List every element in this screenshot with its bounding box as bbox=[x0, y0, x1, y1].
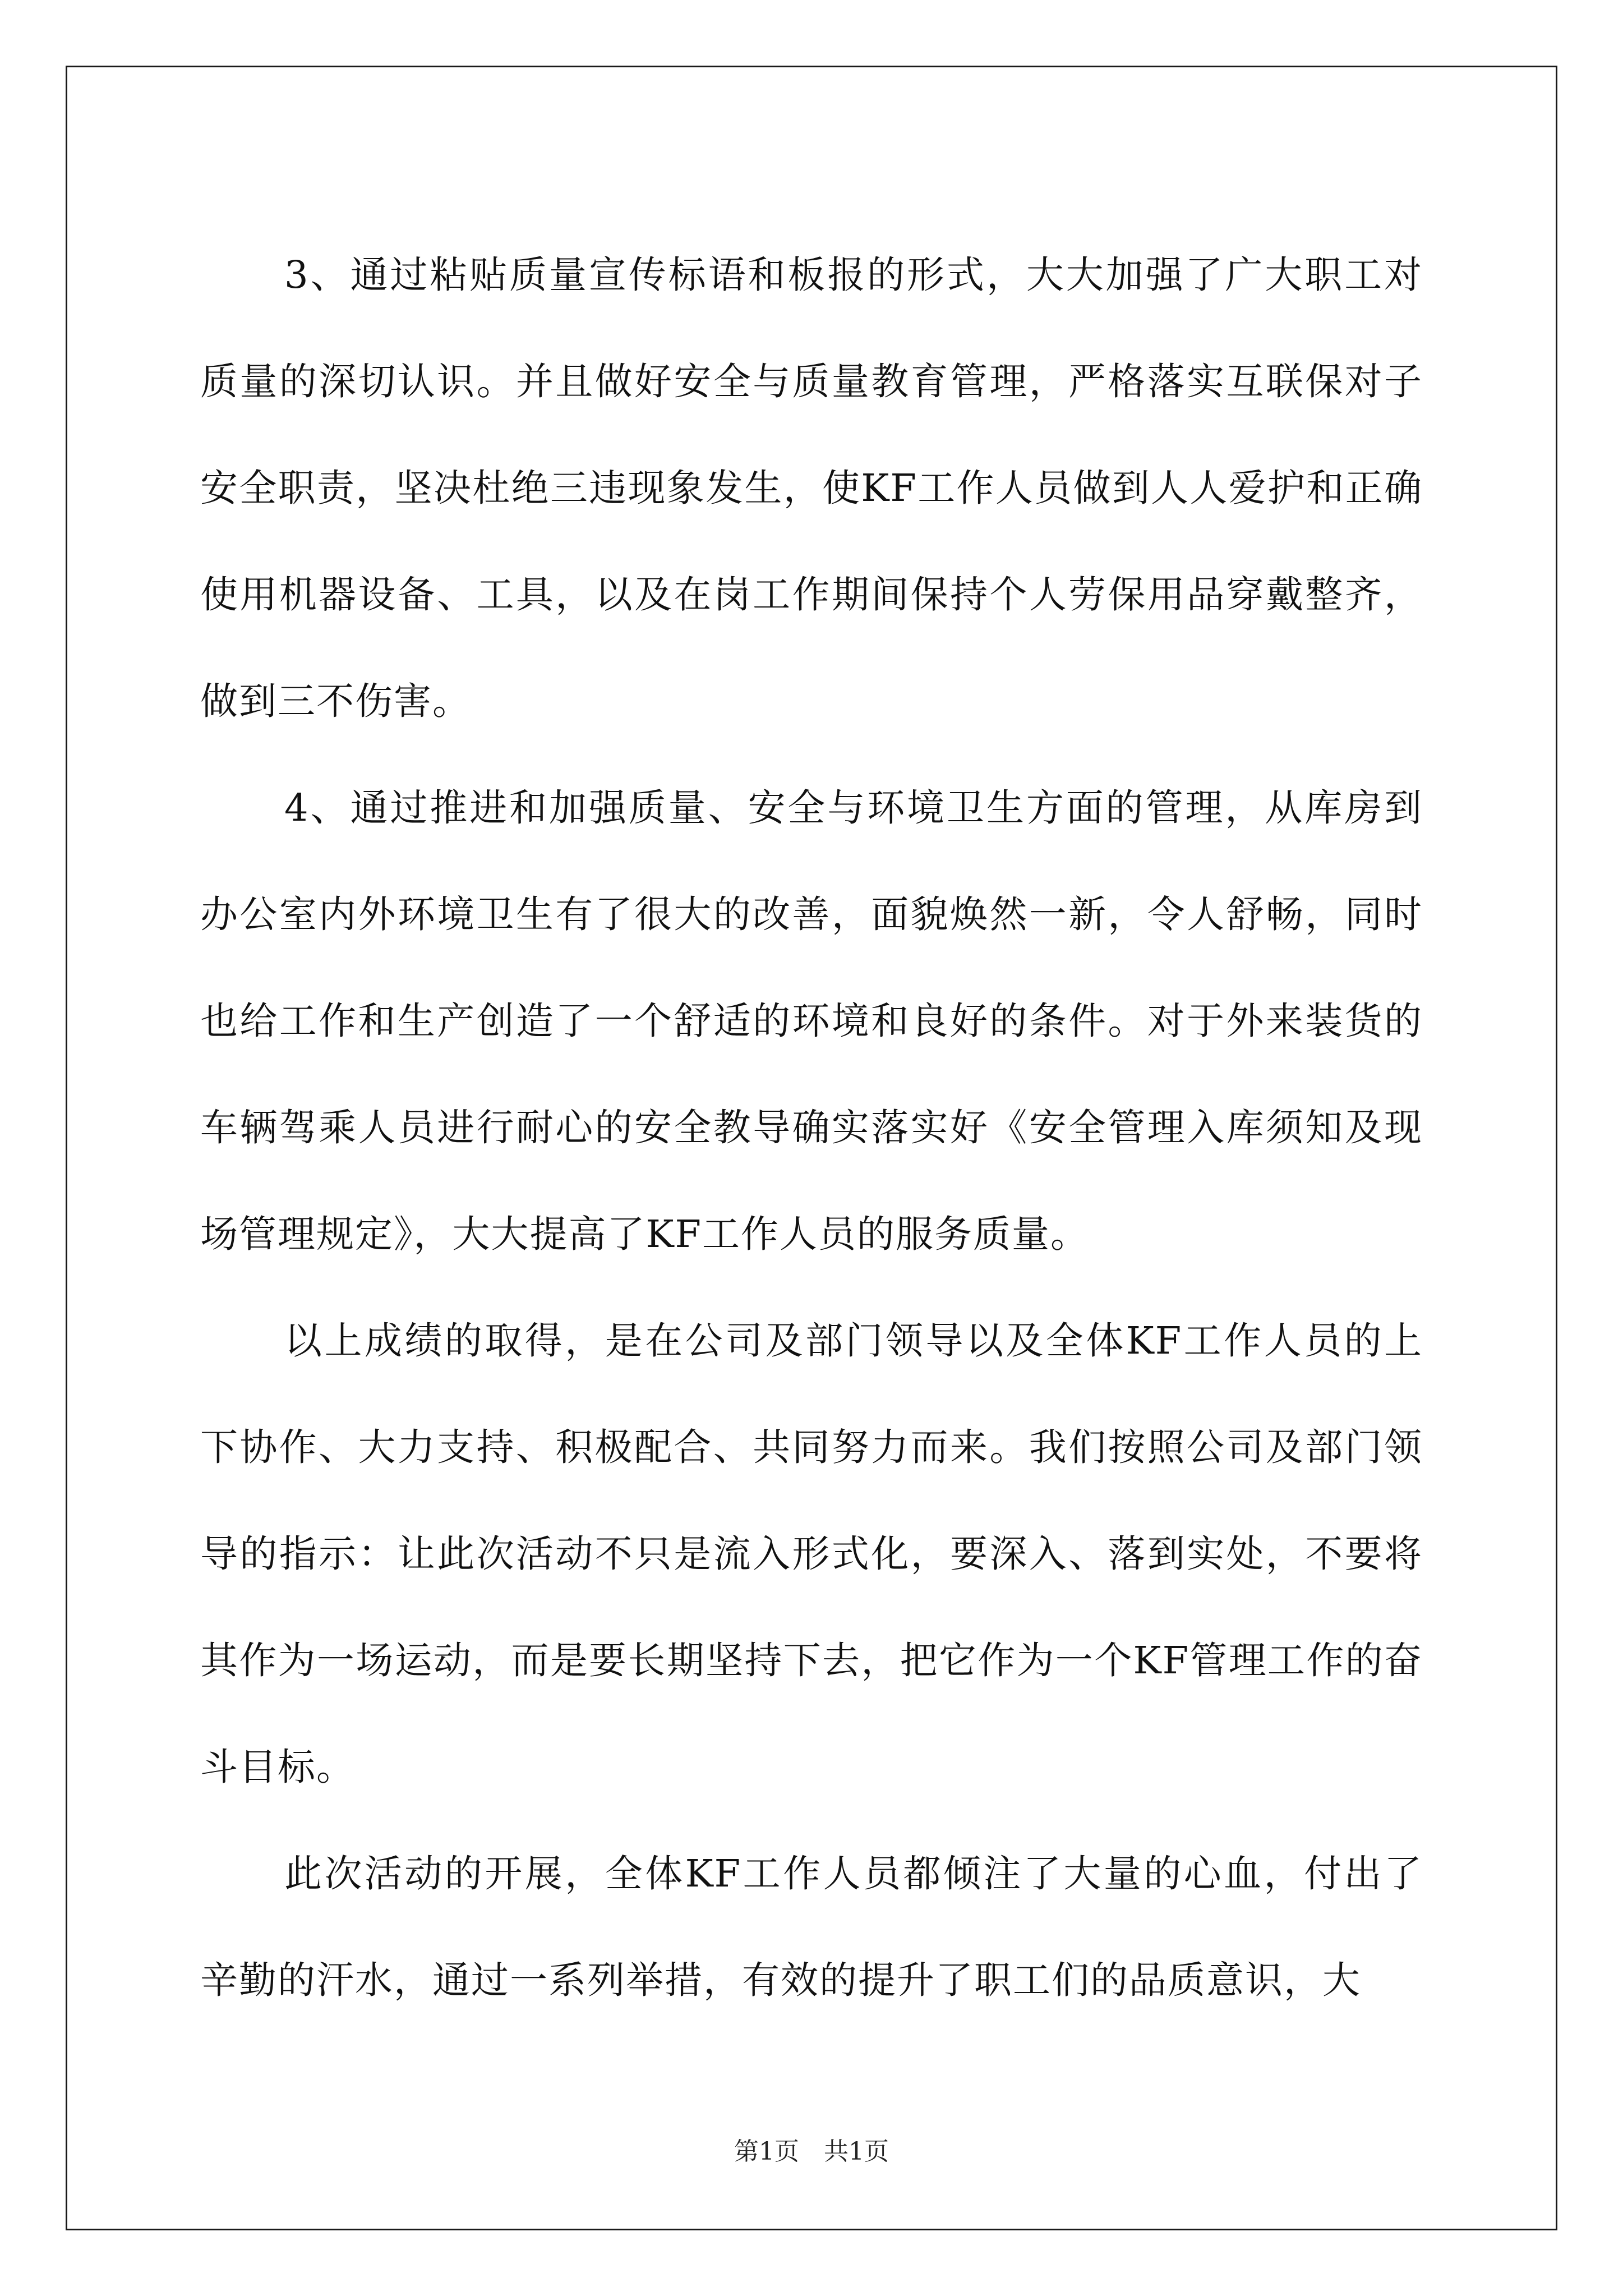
paragraph-quality-slogans: 3、通过粘贴质量宣传标语和板报的形式，大大加强了广大职工对质量的深切认识。并且做好安全与质量教育管理，严格落实互联保对子安全职责，坚决杜绝三违现象发生，使KF工作人员做到人人爱护和正确使用机器设备、工具，以及在岗工作期间保持个人劳保用品穿戴整齐，做到三不伤害。 bbox=[200, 253, 1423, 723]
document-body bbox=[200, 222, 1423, 2033]
paragraph-achievements: 以上成绩的取得，是在公司及部门领导以及全体KF工作人员的上下协作、大力支持、积极配合、共同努力而来。我们按照公司及部门领导的指示：让此次活动不只是流入形式化，要深入、落到实处，不要将其作为一场运动，而是要长期坚持下去，把它作为一个KF管理工作的奋斗目标。 bbox=[200, 1319, 1423, 1789]
paragraph-environment-management: 4、通过推进和加强质量、安全与环境卫生方面的管理，从库房到办公室内外环境卫生有了很大的改善，面貌焕然一新，令人舒畅，同时也给工作和生产创造了一个舒适的环境和良好的条件。对于外来装货的车辆驾乘人员进行耐心的安全教导确实落实好《安全管理入库须知及现场管理规定》，大大提高了KF工作人员的服务质量。 bbox=[200, 786, 1423, 1256]
page-total: 共1页 bbox=[824, 2137, 889, 2166]
page-number: 第1页 bbox=[734, 2137, 799, 2166]
paragraph-activity-summary: 此次活动的开展，全体KF工作人员都倾注了大量的心血，付出了辛勤的汗水，通过一系列举措，有效的提升了职工们的品质意识，大 bbox=[200, 1852, 1423, 2002]
page-footer bbox=[0, 2135, 1623, 2169]
